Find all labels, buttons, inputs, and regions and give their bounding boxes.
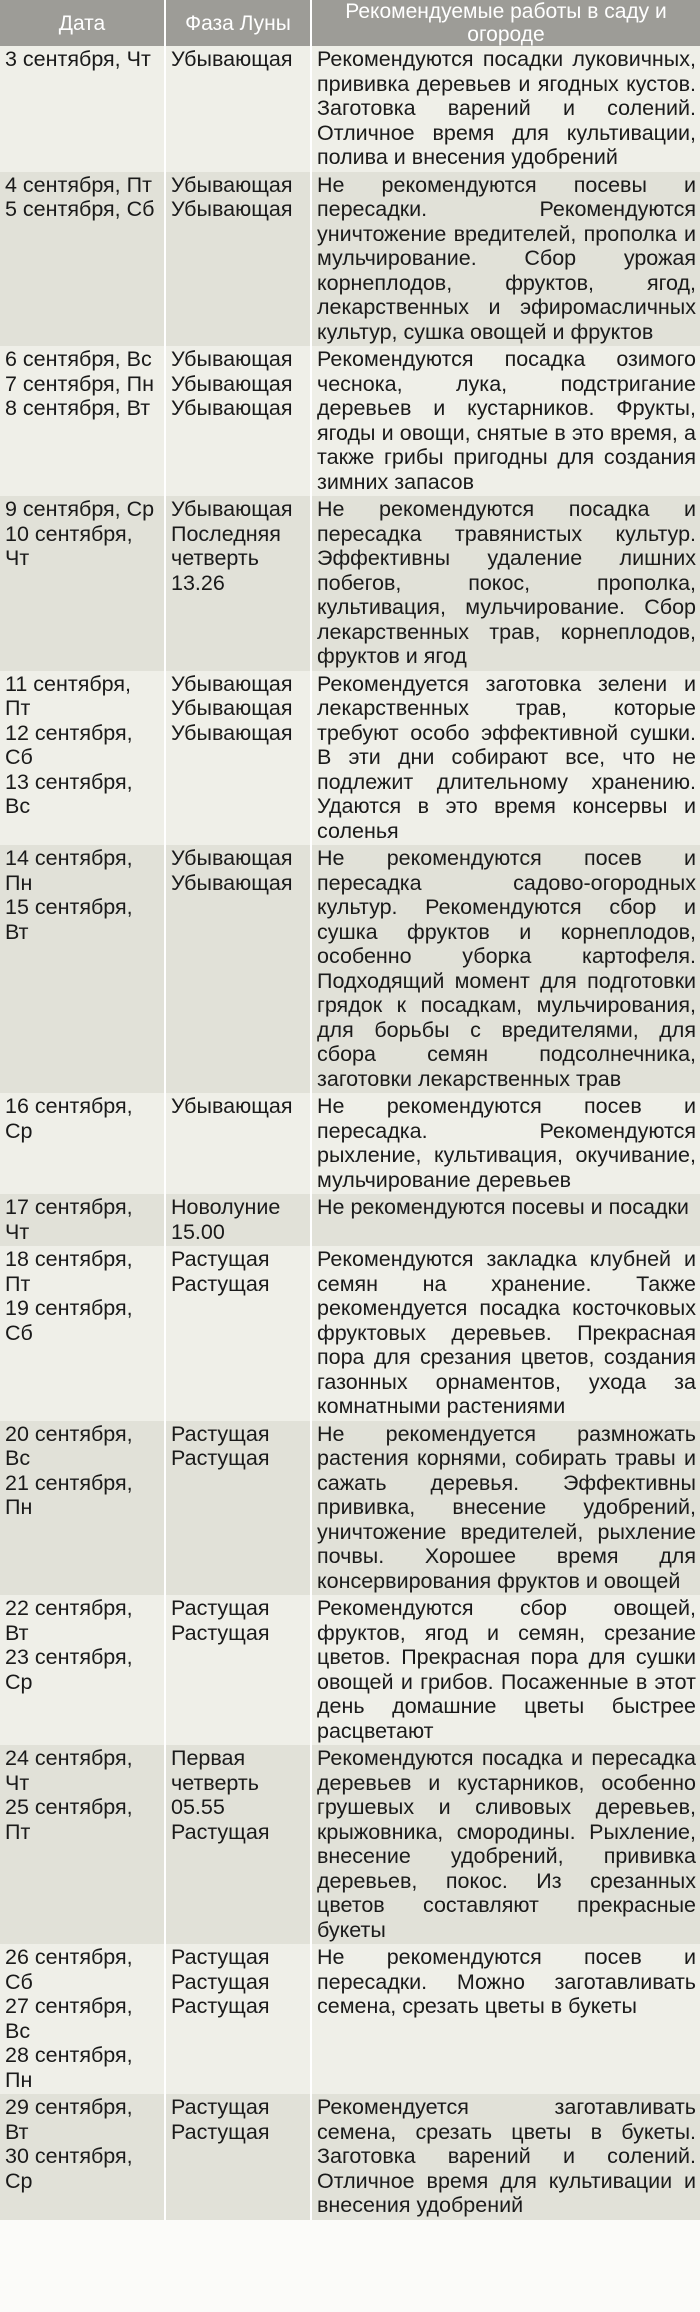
date-cell — [0, 346, 165, 496]
date-label: 14 сентября, Пн — [5, 846, 133, 895]
date-label: 27 сентября, Вс — [5, 1994, 133, 2043]
table-row — [0, 2094, 700, 2220]
moon-phase-label: Убывающая — [171, 172, 293, 197]
recommended-work-cell: Рекомендуются сбор овощей, фруктов, ягод и семян, срезание цветов. Прекрасная пора для сушки овощей и грибов. Посаженные в этот день домашние цветы быстрее расцветают — [311, 1595, 700, 1745]
table-row — [0, 172, 700, 347]
date-label: 3 сентября, Чт — [5, 47, 151, 71]
date-label: 4 сентября, Пт — [5, 172, 152, 197]
table-row — [0, 845, 700, 1093]
recommended-work-cell: Не рекомендуются посевы и пересадки. Рекомендуются уничтожение вредителей, прополка и мульчирование. Сбор урожая корнеплодов, фруктов, ягод, лекарственных и эфиромасличных культур, сушка овощей и фруктов — [311, 172, 700, 347]
date-label: 13 сентября, Вс — [5, 769, 133, 818]
date-label: 5 сентября, Сб — [5, 197, 155, 221]
recommended-work-cell: Рекомендуются посадка и пересадка деревьев и кустарников, особенно грушевых и сливовых деревьев, крыжовника, смородины. Рыхление, внесение удобрений, прививка деревьев, покос. Из срезанных цветов составляют прекрасные букеты — [311, 1745, 700, 1944]
header-row — [0, 0, 700, 46]
moon-phase-label: Растущая — [171, 2095, 270, 2119]
date-label: 9 сентября, Ср — [5, 497, 155, 521]
date-cell — [0, 1944, 165, 2094]
date-label: 21 сентября, Пн — [5, 1470, 133, 1519]
date-cell — [0, 845, 165, 1093]
header-recommended-work: Рекомендуемые работы в саду и огороде — [311, 0, 700, 46]
table-row — [0, 671, 700, 846]
recommended-work-cell: Рекомендуется заготавливать семена, срезать цветы в букеты. Заготовка варений и солений. Отличное время для культивации и внесения удобрений — [311, 2094, 700, 2220]
date-label: 28 сентября, Пн — [5, 2043, 133, 2092]
table-row — [0, 496, 700, 671]
date-cell — [0, 1093, 165, 1194]
date-label: 7 сентября, Пн — [5, 371, 154, 396]
date-label: 12 сентября, Сб — [5, 720, 133, 769]
table-body — [0, 46, 700, 2220]
table-row — [0, 1093, 700, 1194]
header-moon-phase: Фаза Луны — [165, 0, 311, 46]
moon-phase-cell — [165, 1595, 311, 1745]
recommended-work-cell: Не рекомендуются посев и пересадка садово-огородных культур. Рекомендуются сбор и сушка фруктов и корнеплодов, особенно уборка картофеля. Подходящий момент для подготовки грядок к посадкам, мульчирования, для борьбы с вредителями, для сбора семян подсолнечника, заготовки лекарственных трав — [311, 845, 700, 1093]
date-cell — [0, 2094, 165, 2220]
date-label: 23 сентября, Ср — [5, 1645, 133, 1694]
moon-phase-label: Растущая — [171, 1421, 270, 1446]
moon-phase-label: Последняя четверть 13.26 — [171, 521, 281, 595]
moon-phase-cell — [165, 2094, 311, 2220]
recommended-work-cell: Рекомендуются посадка озимого чеснока, лука, подстригание деревьев и кустарников. Фрукты, ягоды и овощи, снятые в это время, а также грибы пригодны для создания зимних запасов — [311, 346, 700, 496]
moon-phase-label: Убывающая — [171, 197, 293, 221]
header-date: Дата — [0, 0, 165, 46]
date-label: 8 сентября, Вт — [5, 396, 151, 420]
date-label: 30 сентября, Ср — [5, 2144, 133, 2193]
moon-phase-label: Убывающая — [171, 720, 293, 745]
moon-phase-cell — [165, 1745, 311, 1944]
date-label: 25 сентября, Пт — [5, 1795, 133, 1844]
moon-phase-cell — [165, 46, 311, 172]
moon-phase-label: Растущая — [171, 1271, 270, 1296]
date-label: 22 сентября, Вт — [5, 1596, 133, 1645]
moon-phase-label: Убывающая — [171, 846, 293, 870]
moon-phase-cell — [165, 1093, 311, 1194]
moon-phase-cell — [165, 671, 311, 846]
date-label: 15 сентября, Вт — [5, 895, 133, 944]
moon-phase-cell — [165, 1246, 311, 1421]
moon-phase-label: Растущая — [171, 1620, 270, 1645]
table-row — [0, 1421, 700, 1596]
moon-phase-label: Новолуние 15.00 — [171, 1195, 281, 1244]
moon-phase-label: Растущая — [171, 1819, 270, 1844]
date-label: 20 сентября, Вс — [5, 1421, 133, 1470]
moon-phase-label: Первая четверть 05.55 — [171, 1746, 259, 1819]
date-cell — [0, 671, 165, 846]
moon-phase-cell — [165, 172, 311, 347]
moon-phase-label: Убывающая — [171, 396, 293, 420]
date-cell — [0, 1745, 165, 1944]
date-label: 11 сентября, Пт — [5, 671, 132, 720]
moon-phase-label: Убывающая — [171, 1094, 293, 1118]
recommended-work-cell: Рекомендуются посадки луковичных, прививка деревьев и ягодных кустов. Заготовка варений и солений. Отличное время для культивации, полива и внесения удобрений — [311, 46, 700, 172]
table-header — [0, 0, 700, 46]
moon-phase-label: Убывающая — [171, 696, 293, 720]
table-row — [0, 1194, 700, 1246]
recommended-work-cell: Не рекомендуются посев и пересадки. Можно заготавливать семена, срезать цветы в букеты — [311, 1944, 700, 2094]
moon-phase-label: Растущая — [171, 1446, 270, 1470]
moon-phase-label: Растущая — [171, 1247, 270, 1271]
moon-phase-label: Убывающая — [171, 671, 293, 696]
table-row — [0, 1595, 700, 1745]
date-label: 6 сентября, Вс — [5, 347, 152, 371]
table-row — [0, 1745, 700, 1944]
date-label: 17 сентября, Чт — [5, 1195, 133, 1244]
recommended-work-cell: Не рекомендуются посадка и пересадка травянистых культур. Эффективны удаление лишних побегов, покос, прополка, культивация, мульчирование. Сбор лекарственных трав, корнеплодов, фруктов и ягод — [311, 496, 700, 671]
date-label: 10 сентября, Чт — [5, 521, 133, 570]
moon-phase-label: Растущая — [171, 1945, 270, 1969]
moon-phase-cell — [165, 845, 311, 1093]
date-cell — [0, 1421, 165, 1596]
date-cell — [0, 172, 165, 347]
date-cell — [0, 46, 165, 172]
moon-phase-label: Убывающая — [171, 497, 293, 521]
recommended-work-cell: Не рекомендуются посевы и посадки — [311, 1194, 700, 1246]
date-label: 19 сентября, Сб — [5, 1296, 133, 1345]
moon-phase-label: Растущая — [171, 1969, 270, 1994]
moon-phase-label: Растущая — [171, 2119, 270, 2144]
recommended-work-cell: Рекомендуются закладка клубней и семян на хранение. Также рекомендуется посадка косточковых фруктовых деревьев. Прекрасная пора для срезания цветов, создания газонных орнаментов, ухода за комнатными растениями — [311, 1246, 700, 1421]
moon-phase-cell — [165, 1944, 311, 2094]
moon-phase-label: Убывающая — [171, 47, 293, 71]
moon-phase-cell — [165, 346, 311, 496]
moon-phase-label: Растущая — [171, 1596, 270, 1620]
date-label: 24 сентября, Чт — [5, 1746, 133, 1795]
moon-phase-cell — [165, 1194, 311, 1246]
moon-phase-cell — [165, 496, 311, 671]
date-label: 26 сентября, Сб — [5, 1945, 133, 1994]
date-cell — [0, 1595, 165, 1745]
moon-phase-label: Убывающая — [171, 347, 293, 371]
moon-phase-label: Убывающая — [171, 870, 293, 895]
table-row — [0, 346, 700, 496]
recommended-work-cell: Рекомендуется заготовка зелени и лекарственных трав, которые требуют особо эффективной сушки. В эти дни собирают все, что не подлежит длительному хранению. Удаются в это время консервы и соленья — [311, 671, 700, 846]
date-cell — [0, 1194, 165, 1246]
moon-phase-label: Растущая — [171, 1994, 270, 2018]
date-label: 29 сентября, Вт — [5, 2095, 133, 2144]
moon-phase-cell — [165, 1421, 311, 1596]
recommended-work-cell: Не рекомендуется размножать растения корнями, собирать травы и сажать деревья. Эффективны прививка, внесение удобрений, уничтожение вредителей, рыхление почвы. Хорошее время для консервирования фруктов и овощей — [311, 1421, 700, 1596]
date-label: 16 сентября, Ср — [5, 1094, 133, 1143]
date-label: 18 сентября, Пт — [5, 1247, 133, 1296]
date-cell — [0, 1246, 165, 1421]
table-row — [0, 46, 700, 172]
moon-phase-label: Убывающая — [171, 371, 293, 396]
recommended-work-cell: Не рекомендуются посев и пересадка. Рекомендуются рыхление, культивация, окучивание, мульчирование деревьев — [311, 1093, 700, 1194]
table-row — [0, 1246, 700, 1421]
date-cell — [0, 496, 165, 671]
table-row — [0, 1944, 700, 2094]
